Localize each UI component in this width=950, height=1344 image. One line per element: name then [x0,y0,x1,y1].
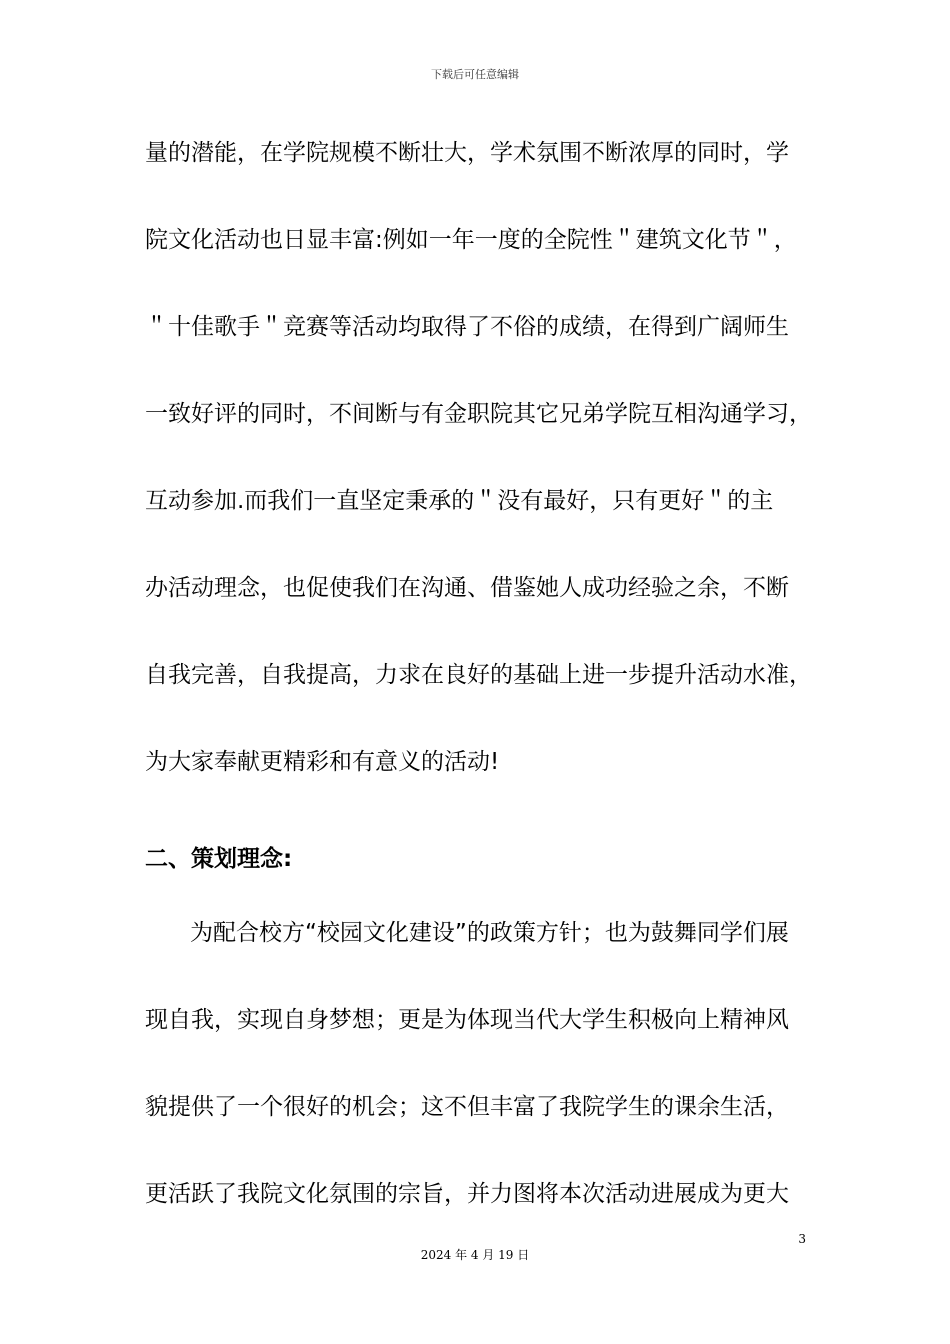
paragraph-line: 院文化活动也日显丰富:例如一年一度的全院性＂建筑文化节＂， [145,227,797,253]
paragraph-line: 更活跃了我院文化氛围的宗旨，并力图将本次活动进展成为更大 [145,1181,789,1207]
page-header: 下载后可任意编辑 [431,68,519,81]
page-number: 3 [798,1232,806,1246]
paragraph-line: 貌提供了一个很好的机会；这不但丰富了我院学生的课余生活， [145,1094,789,1120]
paragraph-line: 为大家奉献更精彩和有意义的活动! [145,749,500,775]
paragraph-line: 为配合校方“校园文化建设”的政策方针；也为鼓舞同学们展 [190,920,789,946]
paragraph-line: 自我完善，自我提高，力求在良好的基础上进一步提升活动水准， [145,662,812,688]
paragraph-line: 量的潜能，在学院规模不断壮大，学术氛围不断浓厚的同时，学 [145,140,789,166]
paragraph-line: 现自我，实现自身梦想；更是为体现当代大学生积极向上精神风 [145,1007,789,1033]
paragraph-line: 办活动理念，也促使我们在沟通、借鉴她人成功经验之余，不断 [145,575,789,601]
footer-date: 2024 年 4 月 19 日 [420,1248,530,1262]
paragraph-line: ＂十佳歌手＂竞赛等活动均取得了不俗的成绩，在得到广阔师生 [145,314,789,340]
paragraph-line: 一致好评的同时，不间断与有金职院其它兄弟学院互相沟通学习， [145,401,812,427]
section-heading: 二、策划理念: [145,846,293,872]
paragraph-line: 互动参加.而我们一直坚定秉承的＂没有最好，只有更好＂的主 [145,488,774,514]
